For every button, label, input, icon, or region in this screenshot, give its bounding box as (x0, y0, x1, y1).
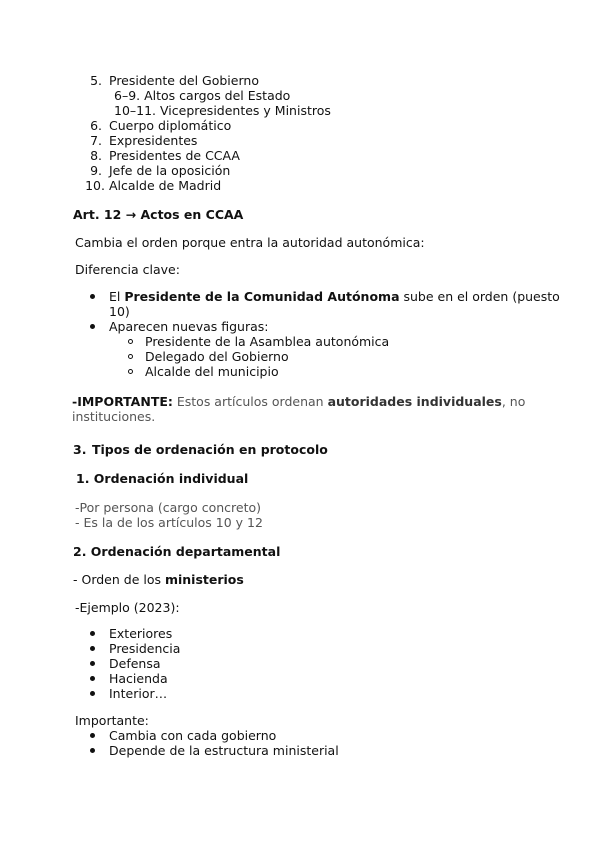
list-subitem: 10–11. Vicepresidentes y Ministros (114, 103, 331, 118)
bullet-text: Presidencia (109, 641, 181, 656)
list-subitem: 6–9. Altos cargos del Estado (114, 88, 291, 103)
circle-bullet-icon (128, 354, 133, 359)
subsection-title: 1. Ordenación individual (76, 471, 249, 486)
circle-bullet-icon (128, 339, 133, 344)
section-number: 3. (73, 442, 87, 457)
bullet-text: Exteriores (109, 626, 173, 641)
list-item: Expresidentes (109, 133, 198, 148)
bullet-text: Cambia con cada gobierno (109, 728, 277, 743)
bullet-text: Interior… (109, 686, 168, 701)
section-title: Tipos de ordenación en protocolo (92, 442, 328, 457)
bullet-icon (90, 661, 95, 666)
bullet-text: Depende de la estructura ministerial (109, 743, 339, 758)
bullet-text: Aparecen nuevas figuras: (109, 319, 269, 334)
list-item: Presidente del Gobierno (109, 73, 259, 88)
list-number: 10. (85, 178, 105, 193)
list-number: 9. (90, 163, 102, 178)
list-item: Jefe de la oposición (109, 163, 231, 178)
bullet-icon (90, 748, 95, 753)
bullet-icon (90, 631, 95, 636)
bullet-text-continued: 10) (109, 304, 130, 319)
sub-bullet-text: Alcalde del municipio (145, 364, 279, 379)
bullet-text: Hacienda (109, 671, 168, 686)
bullet-text: Defensa (109, 656, 161, 671)
bullet-icon (90, 733, 95, 738)
bullet-icon (90, 294, 95, 299)
paragraph: - Es la de los artículos 10 y 12 (75, 515, 263, 530)
list-item: Presidentes de CCAA (109, 148, 240, 163)
list-number: 5. (90, 73, 102, 88)
circle-bullet-icon (128, 369, 133, 374)
important-note-continued: instituciones. (72, 409, 156, 424)
sub-bullet-text: Presidente de la Asamblea autonómica (145, 334, 390, 349)
paragraph: - Orden de los ministerios (73, 572, 244, 587)
bullet-icon (90, 324, 95, 329)
list-number: 7. (90, 133, 102, 148)
subsection-title: 2. Ordenación departamental (73, 544, 281, 559)
important-note: -IMPORTANTE: Estos artículos ordenan autoridades individuales, no (72, 394, 526, 409)
paragraph: Diferencia clave: (75, 262, 180, 277)
sub-bullet-text: Delegado del Gobierno (145, 349, 289, 364)
bullet-icon (90, 646, 95, 651)
paragraph: Importante: (75, 713, 149, 728)
list-number: 8. (90, 148, 102, 163)
list-item: Alcalde de Madrid (109, 178, 222, 193)
bullet-text: El Presidente de la Comunidad Autónoma sube en el orden (puesto (109, 289, 560, 304)
paragraph: -Ejemplo (2023): (75, 600, 180, 615)
bullet-icon (90, 676, 95, 681)
paragraph: -Por persona (cargo concreto) (75, 500, 262, 515)
list-item: Cuerpo diplomático (109, 118, 232, 133)
section-heading-art12: Art. 12 → Actos en CCAA (73, 207, 244, 222)
bullet-icon (90, 691, 95, 696)
paragraph: Cambia el orden porque entra la autoridad autonómica: (75, 235, 425, 250)
list-number: 6. (90, 118, 102, 133)
